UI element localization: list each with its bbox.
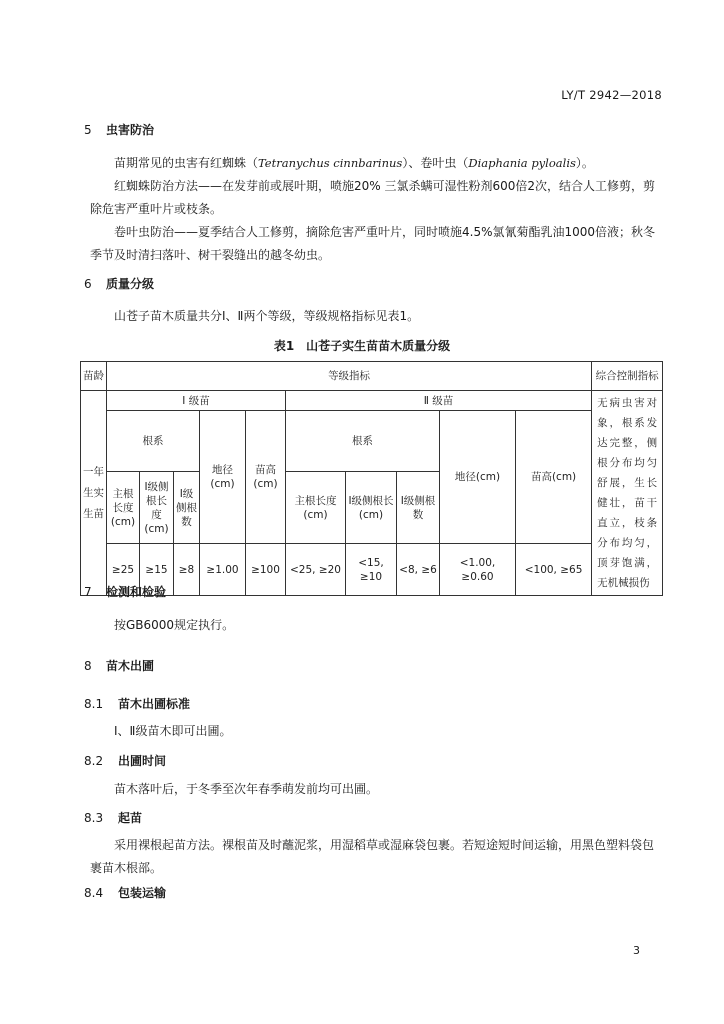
table-cell: <100, ≥65	[516, 544, 592, 596]
section-7-heading	[84, 583, 166, 600]
text-run: 苗期常见的虫害有红蜘蛛（	[114, 156, 259, 170]
table-cell: ≥100	[246, 544, 286, 596]
header-grade-index: 等级指标	[107, 362, 592, 391]
header-comprehensive: 综合控制指标	[592, 362, 663, 391]
section-5-heading	[84, 121, 154, 138]
grade-1-header: Ⅰ 级苗	[107, 391, 286, 411]
section-title: 苗木出圃	[106, 659, 155, 673]
quality-grading-table	[80, 361, 663, 596]
section-title: 出圃时间	[118, 754, 167, 768]
latin-name: Diaphania pyloalis	[468, 156, 576, 170]
table-caption: 表1 山苍子实生苗苗木质量分级	[273, 339, 451, 353]
section-number: 5	[84, 123, 92, 137]
section-number: 8.3	[84, 811, 104, 825]
section-number: 7	[84, 585, 92, 599]
col-g1-lateral-root-count: Ⅰ级侧根数	[174, 472, 200, 544]
grade-2-header: Ⅱ 级苗	[286, 391, 592, 411]
col-g1-height: 苗高(cm)	[246, 411, 286, 544]
latin-name: Tetranychus cinnbarinus	[258, 156, 403, 170]
standard-code: LY/T 2942—2018	[561, 88, 662, 102]
section-number: 8.4	[84, 886, 104, 900]
col-g1-main-root: 主根长度(cm)	[107, 472, 140, 544]
root-system-header: 根系	[107, 411, 200, 472]
section-title: 虫害防治	[106, 123, 155, 137]
text-run: ）。	[575, 156, 594, 170]
section-number: 8.1	[84, 697, 104, 711]
section-title: 包装运输	[118, 886, 167, 900]
section-number: 6	[84, 277, 92, 291]
subsection-8-1-heading	[84, 695, 190, 712]
paragraph: Ⅰ、Ⅱ级苗木即可出圃。	[114, 724, 232, 738]
subsection-8-4-heading	[84, 884, 166, 901]
comprehensive-index: 无病虫害对象，根系发达完整，侧根分布均匀舒展，生长健壮，苗干直立，枝条分布均匀，顶芽饱满，无机械损伤	[592, 391, 663, 596]
age-cell: 一年生实生苗	[81, 391, 107, 596]
paragraph: 山苍子苗木质量共分Ⅰ、Ⅱ两个等级，等级规格指标见表1。	[114, 309, 420, 323]
page-number: 3	[633, 944, 640, 957]
table-cell: ≥8	[174, 544, 200, 596]
col-g2-lateral-root-count: Ⅰ级侧根数	[397, 472, 440, 544]
table-cell: <8, ≥6	[397, 544, 440, 596]
table-cell: <1.00, ≥0.60	[440, 544, 516, 596]
paragraph: 卷叶虫防治——夏季结合人工修剪，摘除危害严重叶片，同时喷施4.5%氯氰菊酯乳油1000倍液；秋冬季节及时清扫落叶、树干裂缝出的越冬幼虫。	[90, 225, 656, 262]
section-6-heading	[84, 275, 154, 292]
paragraph: 按GB6000规定执行。	[114, 618, 235, 632]
paragraph	[90, 152, 662, 175]
section-number: 8.2	[84, 754, 104, 768]
paragraph: 采用裸根起苗方法。裸根苗及时蘸泥浆，用湿稻草或湿麻袋包裹。若短途短时间运输，用黑色塑料袋包裹苗木根部。	[90, 838, 655, 875]
col-g2-lateral-root-length: Ⅰ级侧根长(cm)	[346, 472, 397, 544]
section-number: 8	[84, 659, 92, 673]
text-run: ）、卷叶虫（	[402, 156, 469, 170]
col-g1-diameter: 地径(cm)	[200, 411, 246, 544]
table-cell: <15, ≥10	[346, 544, 397, 596]
header-age: 苗龄	[81, 362, 107, 391]
table-cell: ≥15	[140, 544, 174, 596]
section-title: 质量分级	[106, 277, 155, 291]
table-cell: ≥1.00	[200, 544, 246, 596]
section-title: 检测和检验	[106, 585, 167, 599]
col-g2-diameter: 地径(cm)	[440, 411, 516, 544]
col-g1-lateral-root-length: Ⅰ级侧根长度(cm)	[140, 472, 174, 544]
col-g2-height: 苗高(cm)	[516, 411, 592, 544]
table-cell: ≥25	[107, 544, 140, 596]
col-g2-main-root: 主根长度(cm)	[286, 472, 346, 544]
section-title: 起苗	[118, 811, 143, 825]
table-cell: <25, ≥20	[286, 544, 346, 596]
section-title: 苗木出圃标准	[118, 697, 191, 711]
paragraph: 红蜘蛛防治方法——在发芽前或展叶期，喷施20% 三氯杀螨可湿性粉剂600倍2次，结合人工修剪，剪除危害严重叶片或枝条。	[90, 179, 656, 216]
section-8-heading	[84, 657, 154, 674]
subsection-8-3-heading	[84, 809, 142, 826]
root-system-header: 根系	[286, 411, 440, 472]
subsection-8-2-heading	[84, 752, 166, 769]
paragraph: 苗木落叶后，于冬季至次年春季萌发前均可出圃。	[114, 782, 379, 796]
